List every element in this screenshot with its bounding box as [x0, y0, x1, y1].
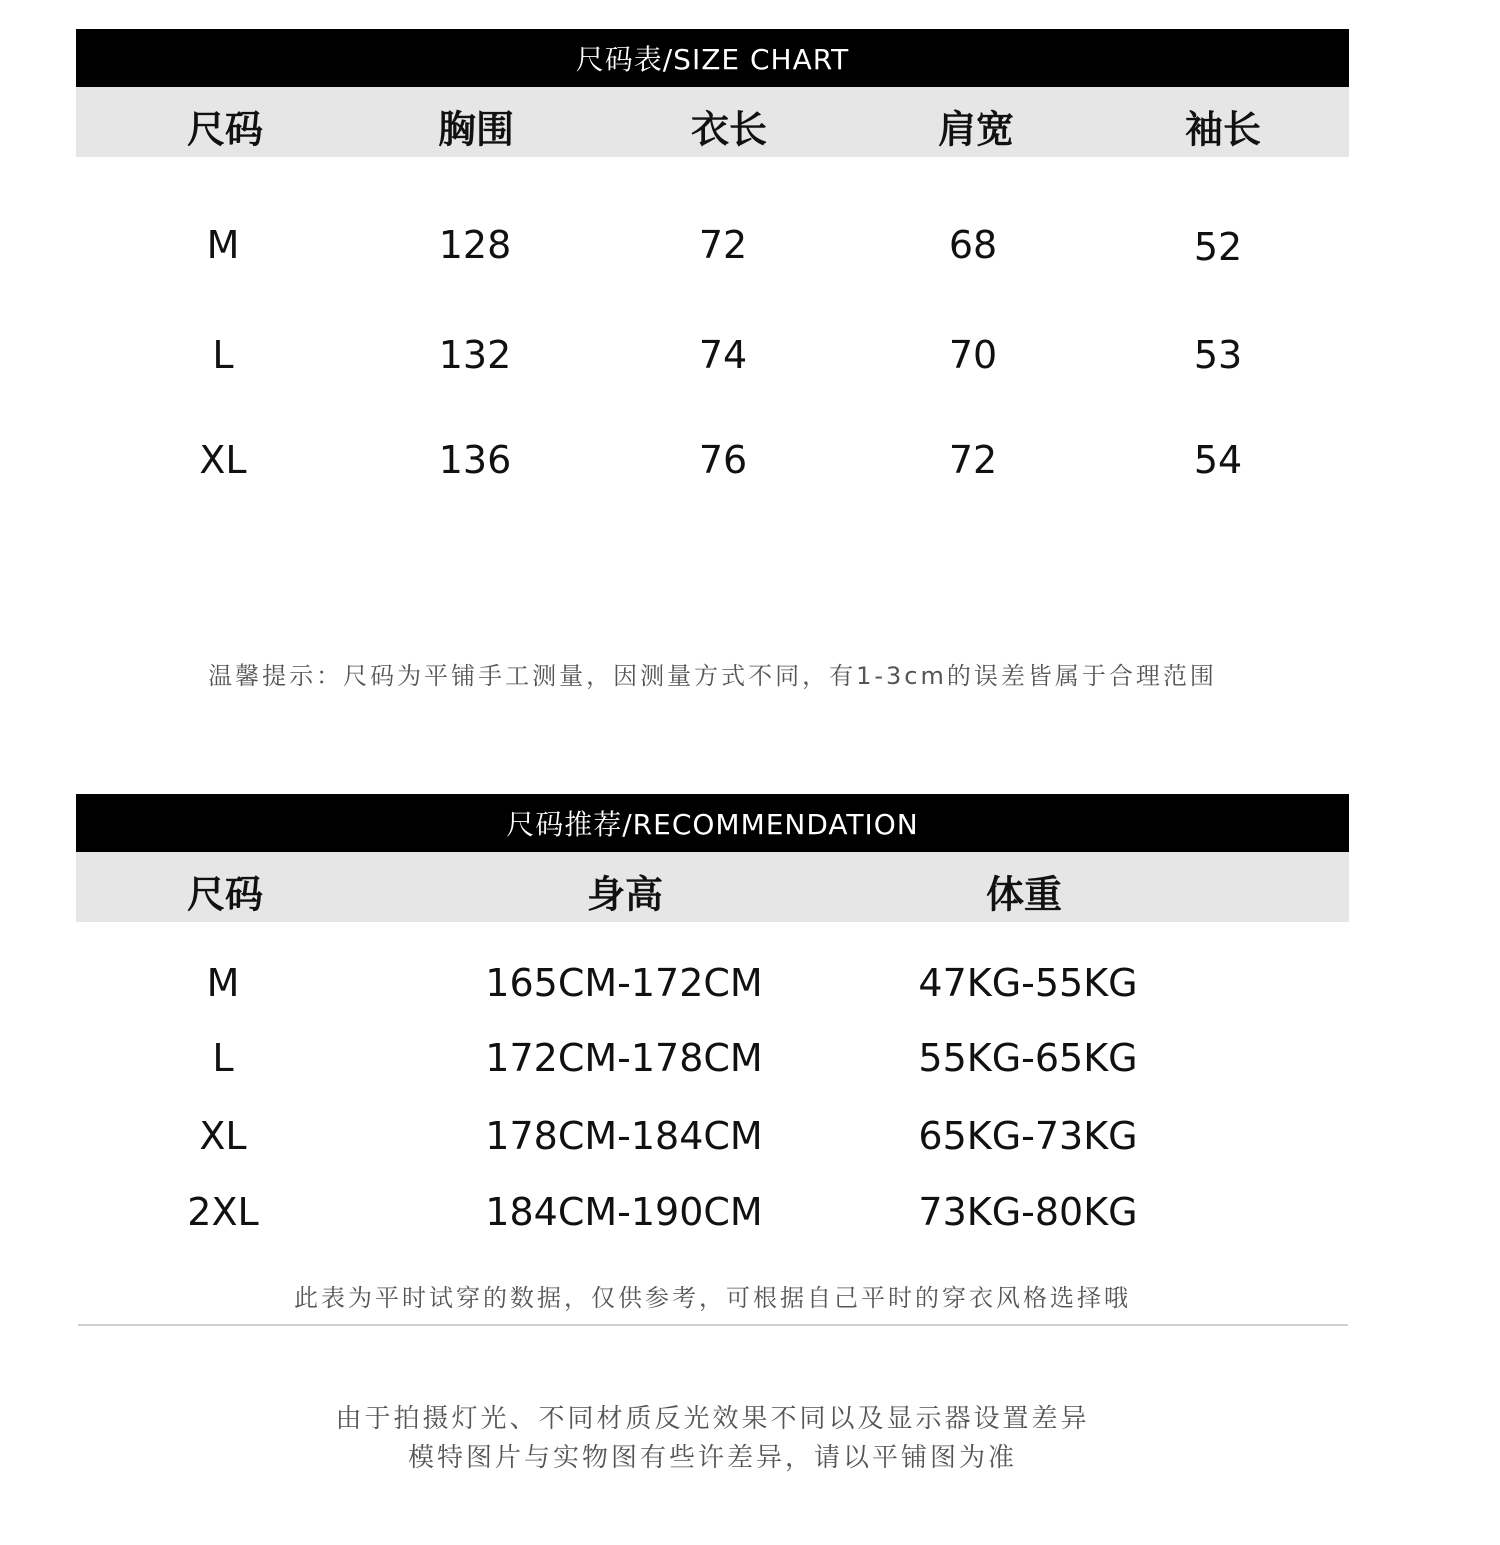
table-cell: 53: [1193, 333, 1243, 377]
table-cell: 178CM-184CM: [485, 1114, 763, 1158]
table-cell: 73KG-80KG: [918, 1190, 1138, 1234]
table-cell: L: [212, 1036, 234, 1080]
size-chart-header-chest: 胸围: [437, 107, 515, 152]
table-cell: XL: [199, 438, 247, 482]
table-cell: 2XL: [187, 1190, 259, 1234]
disclaimer-line-2: 模特图片与实物图有些许差异，请以平铺图为准: [407, 1443, 1017, 1473]
table-cell: M: [206, 961, 240, 1005]
recommendation-title: 尺码推荐/RECOMMENDATION: [76, 794, 1349, 852]
table-cell: L: [212, 333, 234, 377]
table-cell: XL: [199, 1114, 247, 1158]
table-cell: 70: [948, 333, 998, 377]
table-cell: 72: [698, 223, 748, 267]
recommendation-header-height: 身高: [586, 872, 664, 917]
table-cell: 128: [438, 223, 512, 267]
size-chart-header-length: 衣长: [690, 107, 768, 152]
size-chart-header-shoulder: 肩宽: [937, 107, 1015, 152]
table-cell: 74: [698, 333, 748, 377]
recommendation-header-row: [76, 852, 1349, 922]
recommendation-header-weight: 体重: [985, 872, 1063, 917]
disclaimer-line-1: 由于拍摄灯光、不同材质反光效果不同以及显示器设置差异: [335, 1404, 1090, 1434]
table-cell: 172CM-178CM: [485, 1036, 763, 1080]
table-cell: 184CM-190CM: [485, 1190, 763, 1234]
table-cell: 132: [438, 333, 512, 377]
size-chart-title: 尺码表/SIZE CHART: [76, 29, 1349, 87]
table-cell: 55KG-65KG: [918, 1036, 1138, 1080]
recommendation-header-size: 尺码: [186, 872, 264, 917]
size-chart-header-size: 尺码: [186, 107, 264, 152]
table-cell: 136: [438, 438, 512, 482]
table-cell: 54: [1193, 438, 1243, 482]
divider: [78, 1324, 1348, 1326]
table-cell: 52: [1193, 225, 1243, 269]
table-cell: 72: [948, 438, 998, 482]
table-cell: 68: [948, 223, 998, 267]
table-cell: 47KG-55KG: [918, 961, 1138, 1005]
table-cell: 165CM-172CM: [485, 961, 763, 1005]
recommendation-note: 此表为平时试穿的数据，仅供参考，可根据自己平时的穿衣风格选择哦: [294, 1284, 1131, 1312]
table-cell: 65KG-73KG: [918, 1114, 1138, 1158]
table-cell: M: [206, 223, 240, 267]
table-cell: 76: [698, 438, 748, 482]
size-chart-note: 温馨提示：尺码为平铺手工测量，因测量方式不同，有1-3cm的误差皆属于合理范围: [208, 662, 1217, 690]
size-chart-header-sleeve: 袖长: [1184, 107, 1262, 152]
